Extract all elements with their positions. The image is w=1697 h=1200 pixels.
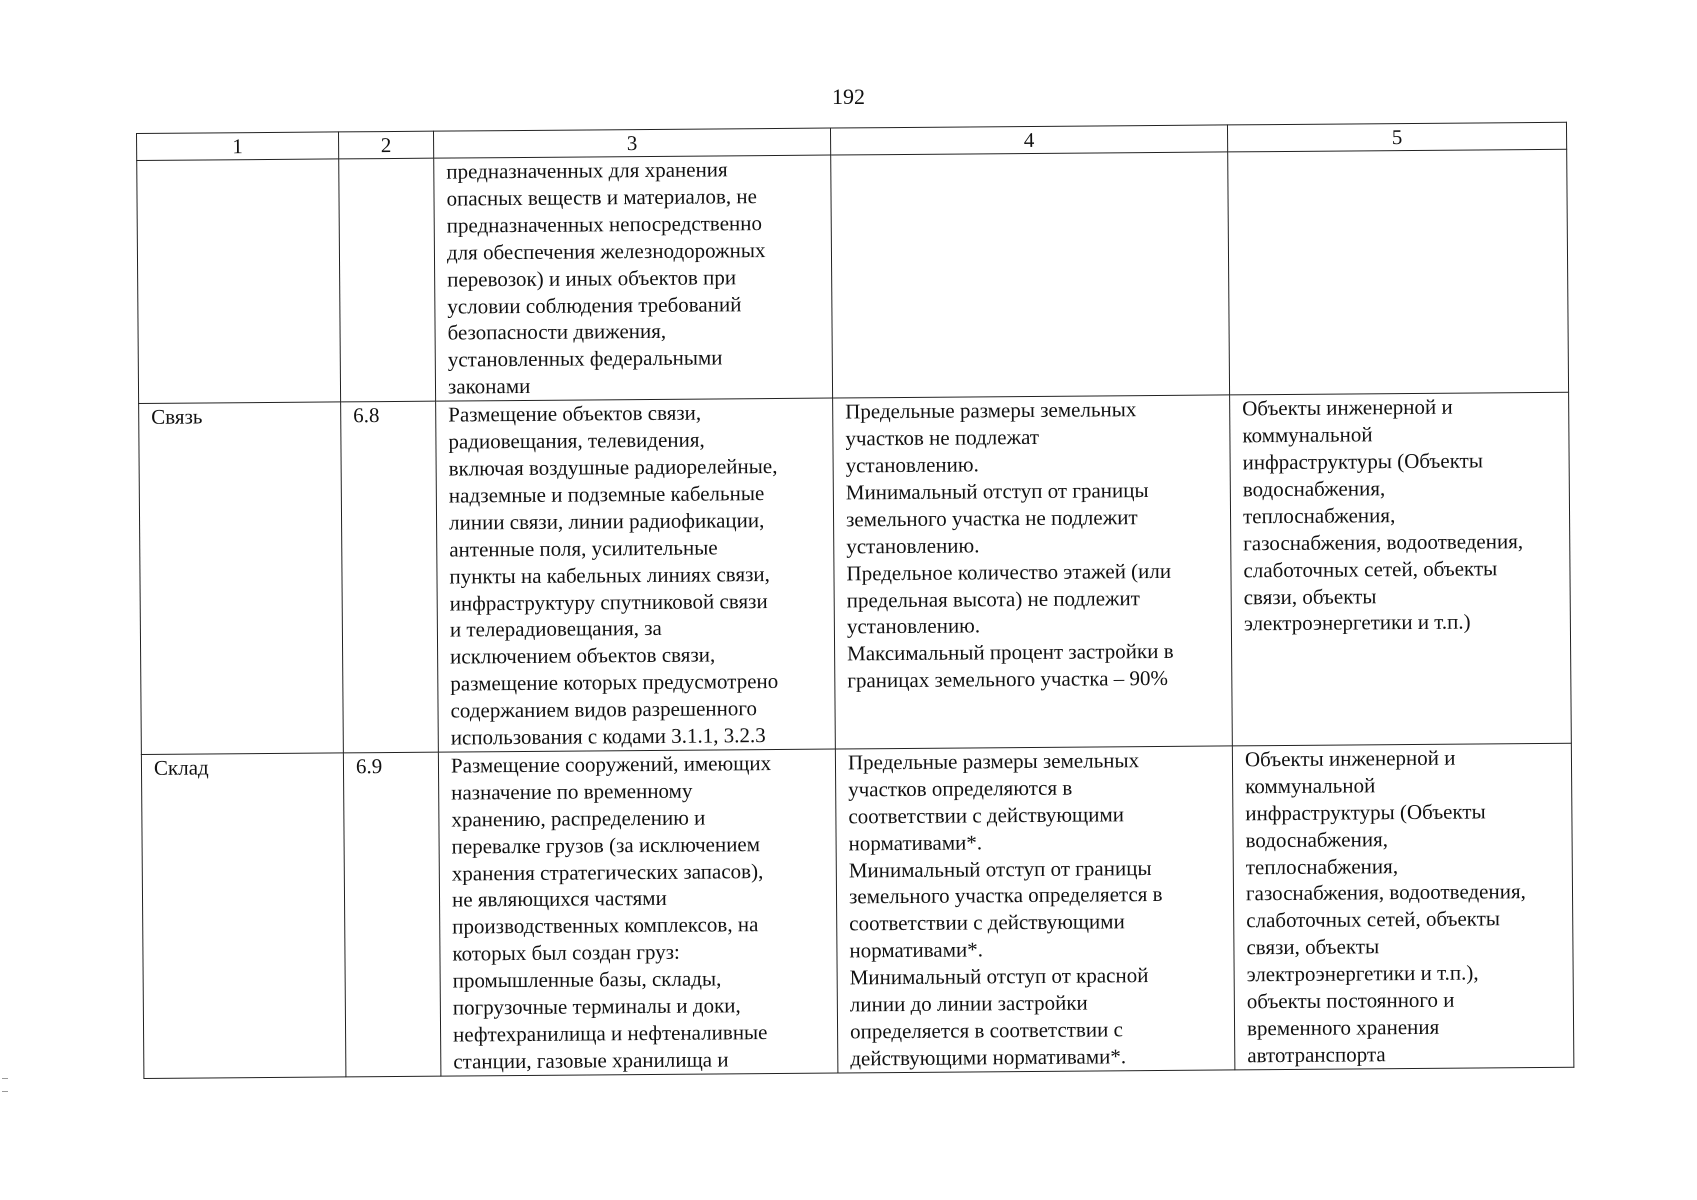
land-use-table xyxy=(136,122,1574,1079)
use-description-cell xyxy=(434,155,833,401)
table-row xyxy=(137,149,1569,403)
use-description: Размещение объектов связи, радиовещания, телевидения, включая воздушные радиорелейные, надземные и подземные кабельные линии связи, линии радиофикации, антенные поля, усилительные пункты на кабельных линиях связи, инфраструктуру спутниковой связи и телерадиовещания, за исключением объектов связи, размещение которых предусмотрено содержанием видов разрешенного использования с кодами 3.1.1, 3.2.3 xyxy=(448,400,779,750)
table-row xyxy=(141,743,1573,1078)
auxiliary-uses-cell xyxy=(1232,743,1574,1070)
use-name xyxy=(149,159,330,160)
use-name-cell xyxy=(139,402,344,754)
use-description-cell xyxy=(438,749,838,1076)
use-description: предназначенных для хранения опасных веществ и материалов, не предназначенных непосредственно для обеспечения железнодорожных перевозок) и иных объектов при условии соблюдения требований безопасности движения, установленных федеральными законами xyxy=(446,157,766,399)
column-header-4: 4 xyxy=(830,125,1227,155)
use-code: 6.8 xyxy=(353,403,380,428)
use-code-cell xyxy=(341,401,439,753)
auxiliary-uses-cell xyxy=(1230,392,1572,745)
use-parameters-cell xyxy=(831,152,1230,398)
use-code: 6.9 xyxy=(355,754,383,779)
use-code-cell xyxy=(339,158,436,402)
page-number: 192 xyxy=(832,84,865,109)
auxiliary-uses: Объекты инженерной и коммунальной инфраструктуры (Объекты водоснабжения, теплоснабжения, газоснабжения, водоотведения, слаботочных сетей, объекты связи, объекты электроэнергетики и т.п.), объекты постоянного и временного хранения автотранспорта xyxy=(1244,745,1526,1068)
column-header-2: 2 xyxy=(338,131,433,159)
use-code xyxy=(351,159,425,160)
use-description: Размещение сооружений, имеющих назначение по временному хранению, распределению и перевалке грузов (за исключением хранения стратегических запасов), не являющихся частями производственных комплексов, на которых был создан груз: промышленные базы, склады, погрузочные терминалы и доки, нефтехранилища и нефтеналивные станции, газовые хранилища и xyxy=(450,750,772,1074)
use-name: Связь xyxy=(151,404,203,430)
column-header-1: 1 xyxy=(137,132,339,161)
scan-edge-mark xyxy=(2,1078,8,1092)
use-parameters-cell xyxy=(833,395,1233,749)
use-parameters: Предельные размеры земельных участков определяются в соответствии с действующими нормативами*. Минимальный отступ от границы земельного участка определяется в соответствии с действующими нормативами*. Минимальный отступ от красной линии до линии застройки определяется в соответствии с действующими нормативами*. xyxy=(847,748,1163,1071)
use-code-cell xyxy=(343,752,441,1077)
use-description-cell xyxy=(436,398,836,752)
column-header-3: 3 xyxy=(433,128,830,158)
use-parameters-cell xyxy=(835,746,1235,1073)
use-name-cell xyxy=(141,753,346,1078)
column-header-5: 5 xyxy=(1227,122,1566,152)
use-name: Склад xyxy=(153,755,209,780)
auxiliary-uses-cell xyxy=(1228,149,1569,395)
auxiliary-uses: Объекты инженерной и коммунальной инфраструктуры (Объекты водоснабжения, теплоснабжения, газоснабжения, водоотведения, слаботочных сетей, объекты связи, объекты электроэнергетики и т.п.) xyxy=(1242,394,1524,636)
use-parameters: Предельные размеры земельных участков не подлежат установлению. Минимальный отступ от границы земельного участка не подлежит установлению. Предельное количество этажей (или предельная высота) не подлежит установлению. Максимальный процент застройки в границах земельного участка – 90% xyxy=(845,397,1174,693)
table-row xyxy=(139,392,1572,754)
use-name-cell xyxy=(137,159,341,404)
